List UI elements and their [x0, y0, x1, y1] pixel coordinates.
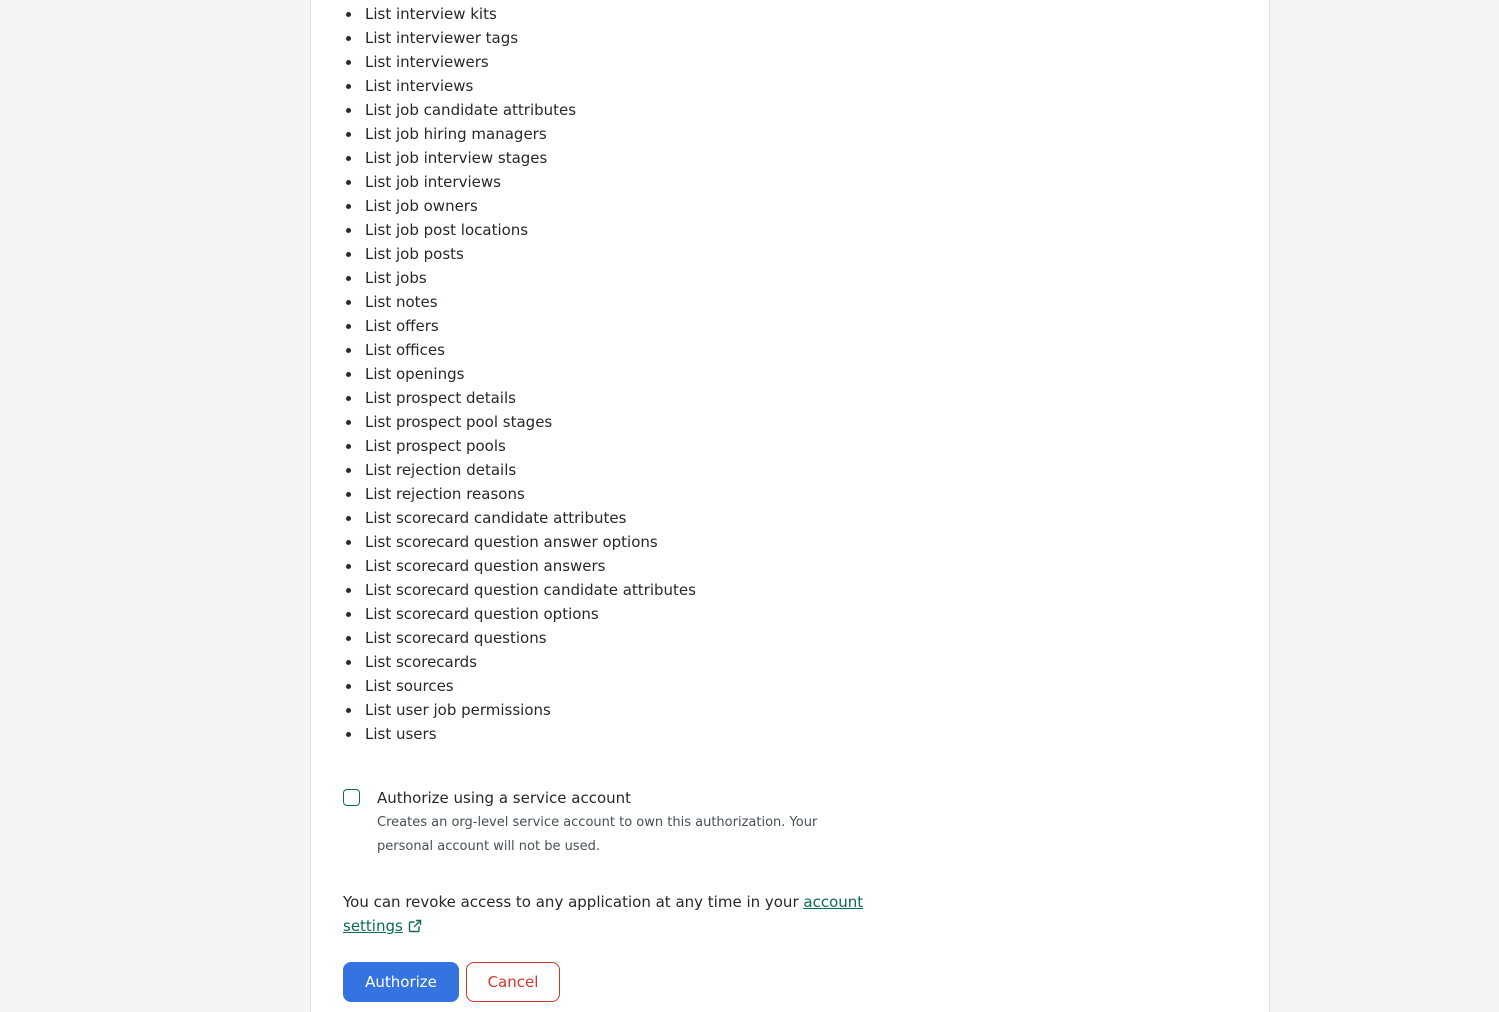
scope-label: List job candidate attributes — [365, 101, 577, 119]
scope-item — [365, 146, 696, 170]
bullet-icon — [346, 444, 351, 449]
scope-item — [365, 650, 696, 674]
scope-label: List interview kits — [365, 5, 497, 23]
scope-item — [365, 2, 696, 26]
scope-label: List openings — [365, 365, 465, 383]
bullet-icon — [346, 276, 351, 281]
cancel-button[interactable]: Cancel — [466, 962, 560, 1002]
bullet-icon — [346, 420, 351, 425]
scope-item — [365, 194, 696, 218]
scope-label: List scorecard candidate attributes — [365, 509, 627, 527]
bullet-icon — [346, 348, 351, 353]
bullet-icon — [346, 180, 351, 185]
bullet-icon — [346, 324, 351, 329]
scope-item — [365, 482, 696, 506]
scope-item — [365, 578, 696, 602]
scope-label: List user job permissions — [365, 701, 551, 719]
bullet-icon — [346, 396, 351, 401]
scope-label: List job hiring managers — [365, 125, 547, 143]
bullet-icon — [346, 60, 351, 65]
scope-label: List rejection reasons — [365, 485, 525, 503]
bullet-icon — [346, 12, 351, 17]
bullet-icon — [346, 300, 351, 305]
scope-label: List rejection details — [365, 461, 517, 479]
scope-label: List sources — [365, 677, 454, 695]
scope-label: List scorecard question answers — [365, 557, 606, 575]
scope-item — [365, 410, 696, 434]
scope-item — [365, 434, 696, 458]
bullet-icon — [346, 36, 351, 41]
bullet-icon — [346, 252, 351, 257]
scope-item — [365, 626, 696, 650]
scope-item — [365, 50, 696, 74]
scope-label: List job post locations — [365, 221, 529, 239]
scope-item — [365, 122, 696, 146]
scope-item — [365, 26, 696, 50]
scope-label: List interviews — [365, 77, 474, 95]
scope-label: List notes — [365, 293, 438, 311]
revoke-text: You can revoke access to any application at any time in your — [343, 893, 804, 911]
bullet-icon — [346, 492, 351, 497]
scope-label: List interviewers — [365, 53, 489, 71]
bullet-icon — [346, 516, 351, 521]
scope-label: List offers — [365, 317, 439, 335]
scope-item — [365, 602, 696, 626]
scope-label: List offices — [365, 341, 445, 359]
authorization-card — [310, 0, 1270, 1012]
scope-label: List scorecard question options — [365, 605, 599, 623]
bullet-icon — [346, 636, 351, 641]
service-account-description: Creates an org-level service account to own this authorization. Your personal account will not be used. — [377, 815, 818, 854]
bullet-icon — [346, 708, 351, 713]
scope-label: List job posts — [365, 245, 464, 263]
scope-label: List scorecard question answer options — [365, 533, 658, 551]
bullet-icon — [346, 612, 351, 617]
scope-item — [365, 314, 696, 338]
scope-label: List interviewer tags — [365, 29, 519, 47]
scope-item — [365, 722, 696, 746]
bullet-icon — [346, 684, 351, 689]
scope-item — [365, 674, 696, 698]
external-link-icon — [408, 919, 422, 933]
scope-label: List jobs — [365, 269, 427, 287]
scope-item — [365, 290, 696, 314]
scope-label: List prospect pool stages — [365, 413, 553, 431]
scope-item — [365, 530, 696, 554]
scope-item — [365, 698, 696, 722]
scope-item — [365, 266, 696, 290]
account-settings-link-label: account settings — [343, 893, 864, 935]
scope-item — [365, 218, 696, 242]
scope-list — [343, 2, 696, 746]
scope-label: List job interview stages — [365, 149, 548, 167]
scope-item — [365, 242, 696, 266]
scope-item — [365, 362, 696, 386]
bullet-icon — [346, 540, 351, 545]
bullet-icon — [346, 468, 351, 473]
scope-label: List scorecards — [365, 653, 477, 671]
bullet-icon — [346, 156, 351, 161]
bullet-icon — [346, 108, 351, 113]
authorize-button[interactable]: Authorize — [343, 962, 459, 1002]
scope-item — [365, 506, 696, 530]
scope-item — [365, 554, 696, 578]
scope-item — [365, 338, 696, 362]
scope-label: List scorecard question candidate attributes — [365, 581, 696, 599]
bullet-icon — [346, 564, 351, 569]
scope-label: List users — [365, 725, 437, 743]
scope-item — [365, 74, 696, 98]
bullet-icon — [346, 204, 351, 209]
scope-item — [365, 170, 696, 194]
scope-label: List prospect details — [365, 389, 516, 407]
scope-label: List scorecard questions — [365, 629, 547, 647]
scope-label: List prospect pools — [365, 437, 506, 455]
service-account-label[interactable]: Authorize using a service account — [377, 789, 632, 807]
bullet-icon — [346, 588, 351, 593]
bullet-icon — [346, 372, 351, 377]
scope-label: List job owners — [365, 197, 478, 215]
scope-label: List job interviews — [365, 173, 501, 191]
bullet-icon — [346, 732, 351, 737]
bullet-icon — [346, 228, 351, 233]
scope-item — [365, 386, 696, 410]
service-account-checkbox[interactable] — [343, 789, 360, 806]
bullet-icon — [346, 84, 351, 89]
scope-item — [365, 98, 696, 122]
scope-item — [365, 458, 696, 482]
bullet-icon — [346, 660, 351, 665]
revoke-notice — [343, 890, 873, 938]
bullet-icon — [346, 132, 351, 137]
